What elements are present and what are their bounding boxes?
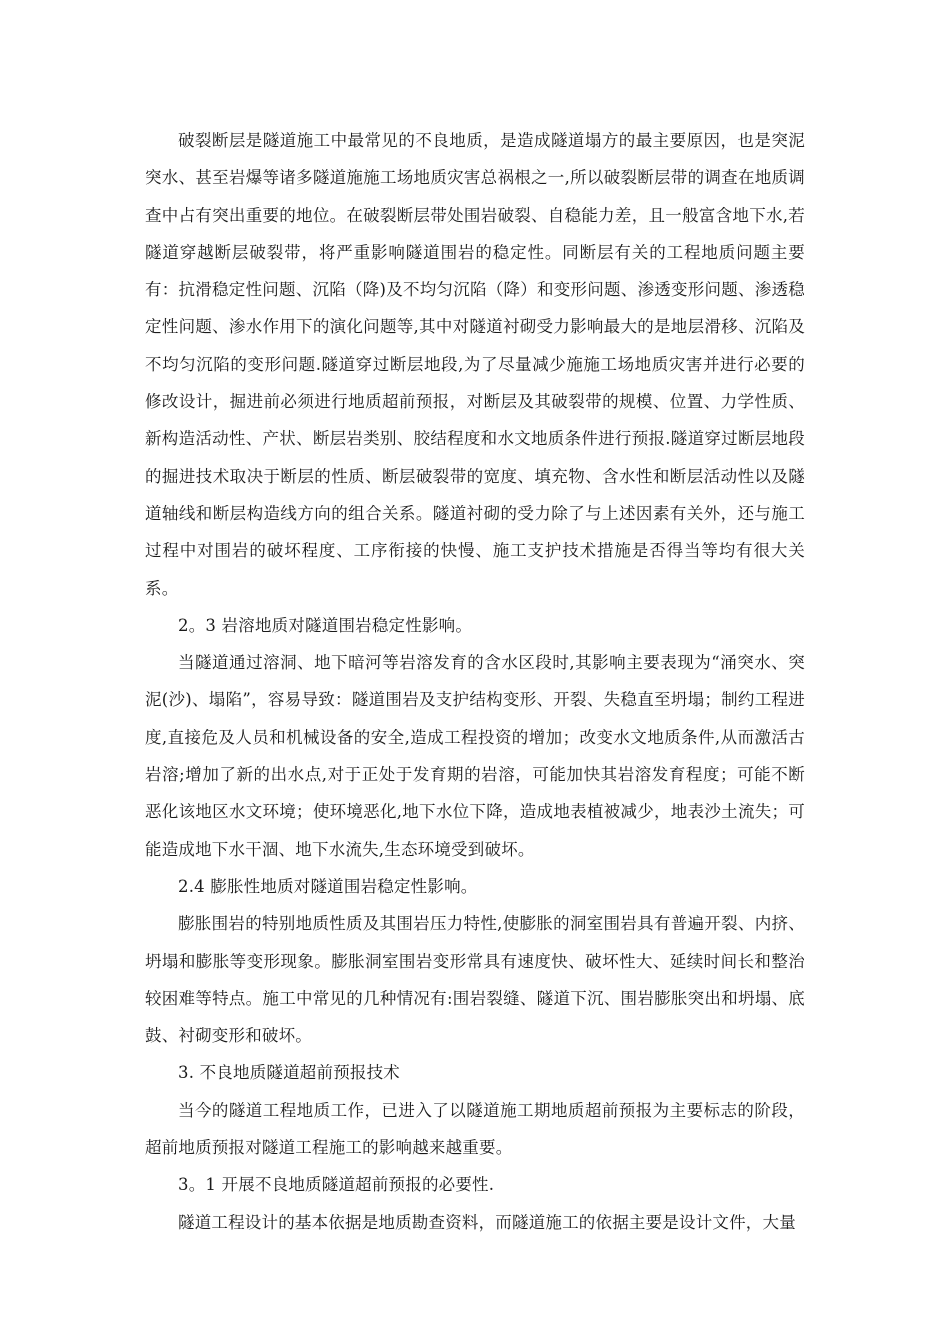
paragraph-karst-geology: 当隧道通过溶洞、地下暗河等岩溶发育的含水区段时,其影响主要表现为“涌突水、突泥(沙)、塌陷”，容易导致：隧道围岩及支护结构变形、开裂、失稳直至坍塌；制约工程进度,直接危及人员和机械设备的安全,造成工程投资的增加；改变水文地质条件,从而激活古岩溶;增加了新的出水点,对于正处于发育期的岩溶，可能加快其岩溶发育程度；可能不断恶化该地区水文环境；使环境恶化,地下水位下降，造成地表植被减少，地表沙土流失；可能造成地下水干涸、地下水流失,生态环境受到破坏。 — [145, 653, 805, 859]
paragraph-fault-zone: 破裂断层是隧道施工中最常见的不良地质，是造成隧道塌方的最主要原因，也是突泥突水、甚至岩爆等诸多隧道施施工场地质灾害总祸根之一,所以破裂断层带的调查在地质调查中占有突出重要的地位。在破裂断层带处围岩破裂、自稳能力差，且一般富含地下水,若隧道穿越断层破裂带，将严重影响隧道围岩的稳定性。同断层有关的工程地质问题主要有：抗滑稳定性问题、沉陷（降)及不均匀沉陷（降）和变形问题、渗透变形问题、渗透稳定性问题、渗水作用下的演化问题等,其中对隧道衬砌受力影响最大的是地层滑移、沉陷及不均匀沉陷的变形问题.隧道穿过断层地段,为了尽量减少施施工场地质灾害并进行必要的修改设计，掘进前必须进行地质超前预报，对断层及其破裂带的规模、位置、力学性质、新构造活动性、产状、断层岩类别、胶结程度和水文地质条件进行预报.隧道穿过断层地段的掘进技术取决于断层的性质、断层破裂带的宽度、填充物、含水性和断层活动性以及隧道轴线和断层构造线方向的组合关系。隧道衬砌的受力除了与上述因素有关外，还与施工过程中对围岩的破坏程度、工序衔接的快慢、施工支护技术措施是否得当等均有很大关系。 — [145, 131, 805, 598]
heading-expansive-geology: 2.4 膨胀性地质对隧道围岩稳定性影响。 — [178, 876, 478, 896]
paragraph-forecast-necessity: 隧道工程设计的基本依据是地质勘查资料，而隧道施工的依据主要是设计文件，大量 — [178, 1212, 796, 1232]
heading-forecast-necessity: 3。1 开展不良地质隧道超前预报的必要性. — [178, 1175, 495, 1195]
document-body — [145, 122, 805, 1241]
heading-karst-geology: 2。3 岩溶地质对隧道围岩稳定性影响。 — [178, 615, 473, 635]
heading-advance-forecast: 3. 不良地质隧道超前预报技术 — [178, 1063, 400, 1083]
paragraph-advance-forecast: 当今的隧道工程地质工作，已进入了以隧道施工期地质超前预报为主要标志的阶段，超前地质预报对隧道工程施工的影响越来越重要。 — [145, 1100, 805, 1158]
paragraph-expansive-geology: 膨胀围岩的特别地质性质及其围岩压力特性,使膨胀的洞室围岩具有普遍开裂、内挤、坍塌和膨胀等变形现象。膨胀洞室围岩变形常具有速度快、破坏性大、延续时间长和整治较困难等特点。施工中常见的几种情况有:围岩裂缝、隧道下沉、围岩膨胀突出和坍塌、底鼓、衬砌变形和破坏。 — [145, 914, 805, 1046]
